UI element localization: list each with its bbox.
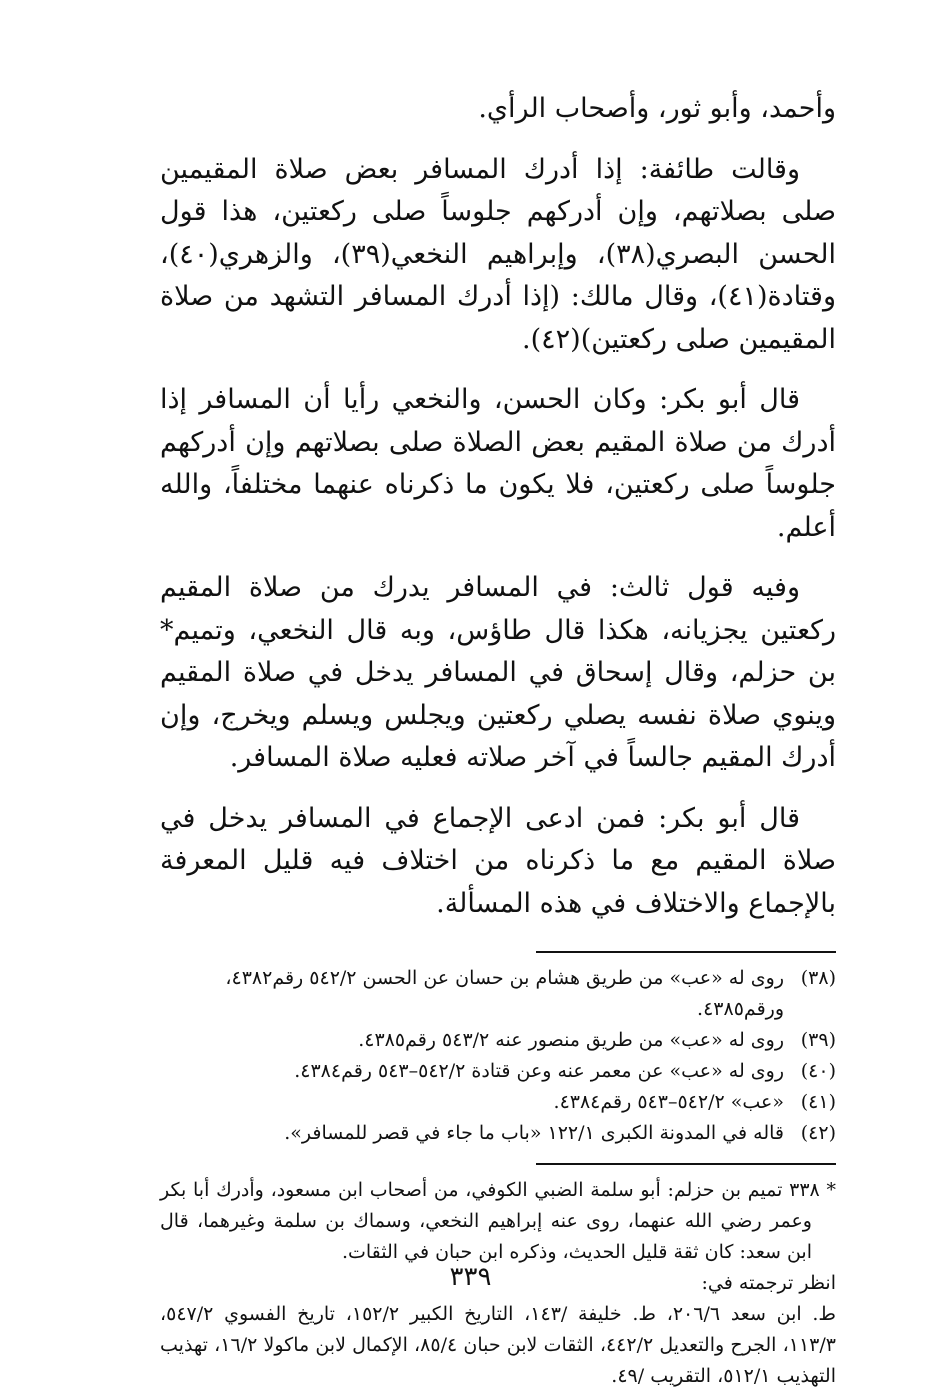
footnote-number: (٣٩): [800, 1029, 836, 1051]
paragraph-5: قال أبو بكر: فمن ادعى الإجماع في المسافر يدخل في صلاة المقيم مع ما ذكرناه من اختلاف فيه قليل المعرفة بالإجماع والاختلاف في هذه المسألة.: [160, 802, 836, 919]
footnote-38: [160, 963, 836, 1025]
footnote-text: «عب» ٥٤٢/٢–٥٤٣ رقم٤٣٨٤.: [553, 1091, 784, 1113]
bio-sources: ط. ابن سعد ٢٠٦/٦، ط. خليفة /١٤٣، التاريخ الكبير ١٥٢/٢، تاريخ الفسوي ٥٤٧/٢، ١١٣/٣، الجرح والتعديل ٤٤٢/٢، الثقات لابن حبان ٨٥/٤، الإكمال لابن ماكولا ١٦/٢، تهذيب التهذيب ٥١٢/١، التقريب /٤٩.: [160, 1303, 836, 1387]
paragraph-1: وأحمد، وأبو ثور، وأصحاب الرأي.: [478, 93, 836, 124]
paragraph-3: قال أبو بكر: وكان الحسن، والنخعي رأيا أن المسافر إذا أدرك من صلاة المقيم بعض الصلاة صلى بصلاتهم وإن أدركهم جلوساً صلى ركعتين، فلا يكون ما ذكرناه عنهما مختلفاً، والله أعلم.: [160, 384, 836, 543]
footnote-number: (٤٠): [800, 1060, 836, 1082]
footnotes: [160, 963, 836, 1149]
footnote-42: [160, 1118, 836, 1149]
footnote-40: [160, 1056, 836, 1087]
footnote-text: روى له «عب» من طريق هشام بن حسان عن الحسن ٥٤٢/٢ رقم٤٣٨٢، ورقم٤٣٨٥.: [225, 967, 784, 1020]
footnote-number: (٣٨): [800, 967, 836, 989]
bio-see-label: انظر ترجمته في:: [701, 1272, 836, 1294]
footnote-number: (٤٢): [800, 1122, 836, 1144]
footnote-text: قاله في المدونة الكبرى ١٢٢/١ «باب ما جاء في قصر للمسافر».: [284, 1122, 784, 1144]
paragraph-2: وقالت طائفة: إذا أدرك المسافر بعض صلاة المقيمين صلى بصلاتهم، وإن أدركهم جلوساً صلى ركعتين، هذا قول الحسن البصري(٣٨)، وإبراهيم النخعي(٣٩)، والزهري(٤٠)، وقتادة(٤١)، وقال مالك: (إذا أدرك المسافر التشهد من صلاة المقيمين صلى ركعتين)(٤٢).: [160, 153, 836, 355]
main-text: [160, 88, 836, 925]
footnote-number: (٤١): [800, 1091, 836, 1113]
footnote-text: روى له «عب» عن معمر عنه وعن قتادة ٥٤٢/٢–٥٤٣ رقم٤٣٨٤.: [294, 1060, 784, 1082]
footnote-39: [160, 1025, 836, 1056]
bio-entry: * ٣٣٨ تميم بن حزلم: أبو سلمة الضبي الكوفي، من أصحاب ابن مسعود، وأدرك أبا بكر وعمر رضي الله عنهما، روى عنه إبراهيم النخعي، وسماك بن سلمة وغيرهما، قال ابن سعد: كان ثقة قليل الحديث، وذكره ابن حبان في الثقات.: [160, 1179, 836, 1263]
footnote-separator: [536, 951, 836, 953]
bio-separator: [536, 1163, 836, 1165]
footnote-41: [160, 1087, 836, 1118]
paragraph-4: وفيه قول ثالث: في المسافر يدرك من صلاة المقيم ركعتين يجزيانه، هكذا قال طاؤس، وبه قال النخعي، وتميم* بن حزلم، وقال إسحاق في المسافر يدخل في صلاة المقيم وينوي صلاة نفسه يصلي ركعتين ويجلس ويسلم ويخرج، وإن أدرك المقيم جالساً في آخر صلاته فعليه صلاة المسافر.: [160, 572, 836, 773]
page-number: ٣٣٩: [449, 1262, 492, 1292]
footnote-text: روى له «عب» من طريق منصور عنه ٥٤٣/٢ رقم٤٣٨٥.: [358, 1029, 784, 1051]
